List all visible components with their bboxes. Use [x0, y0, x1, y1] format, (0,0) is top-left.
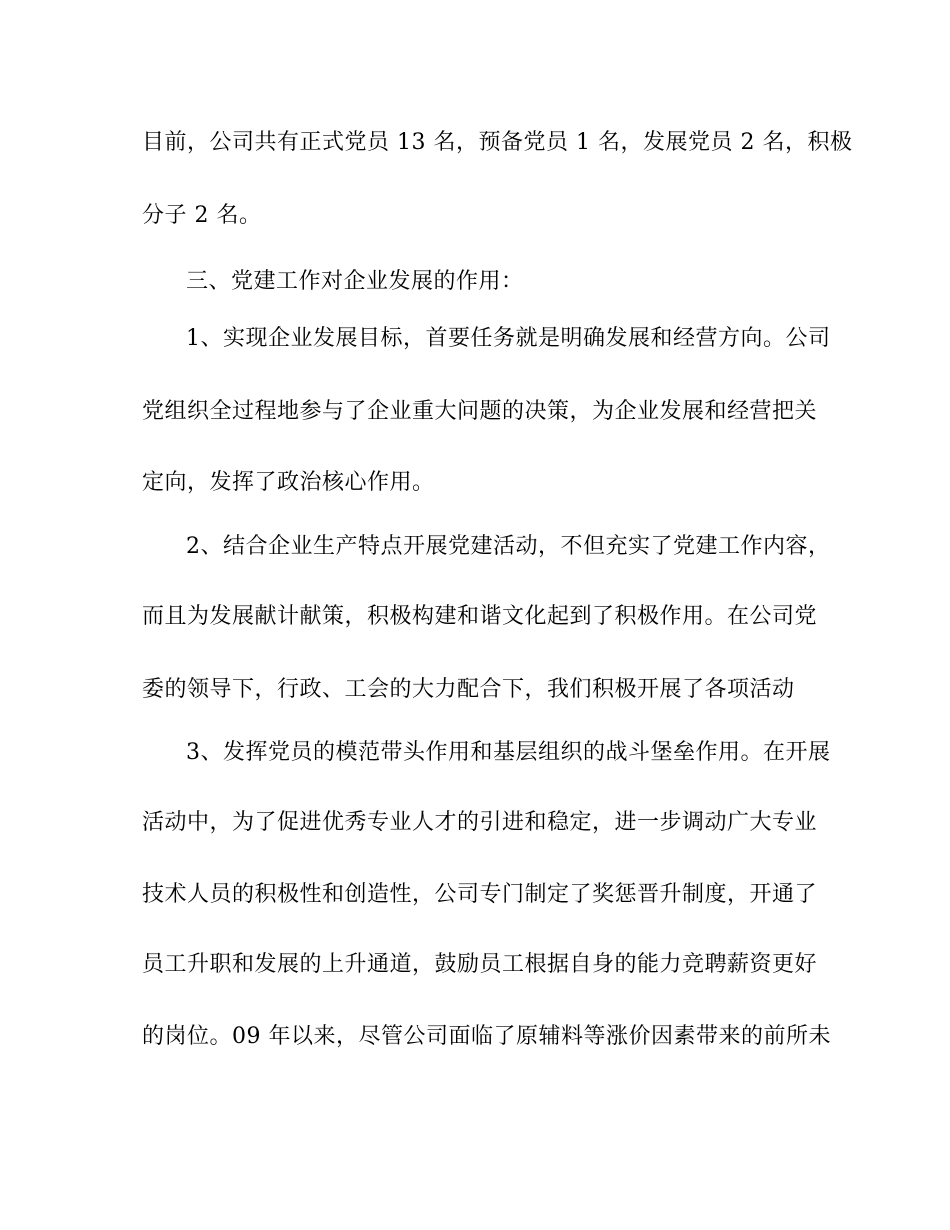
section-heading: 三、党建工作对企业发展的作用：	[186, 269, 524, 294]
paragraph-line: 委的领导下，行政、工会的大力配合下，我们积极开展了各项活动	[142, 677, 795, 702]
paragraph-line: 1、实现企业发展目标，首要任务就是明确发展和经营方向。公司	[186, 326, 831, 351]
paragraph-line: 活动中，为了促进优秀专业人才的引进和稳定，进一步调动广大专业	[142, 810, 818, 835]
paragraph-line: 的岗位。09 年以来，尽管公司面临了原辅料等涨价因素带来的前所未	[142, 1024, 831, 1049]
paragraph-line: 目前，公司共有正式党员 13 名，预备党员 1 名，发展党员 2 名，积极	[142, 130, 853, 155]
paragraph-line: 3、发挥党员的模范带头作用和基层组织的战斗堡垒作用。在开展	[186, 740, 831, 765]
paragraph-line: 党组织全过程地参与了企业重大问题的决策，为企业发展和经营把关	[142, 399, 818, 424]
paragraph-line: 技术人员的积极性和创造性，公司专门制定了奖惩晋升制度，开通了	[142, 882, 818, 907]
paragraph-line: 而且为发展献计献策，积极构建和谐文化起到了积极作用。在公司党	[142, 604, 818, 629]
paragraph-line: 分子 2 名。	[142, 203, 262, 228]
paragraph-line: 定向，发挥了政治核心作用。	[142, 470, 435, 495]
paragraph-line: 员工升职和发展的上升通道，鼓励员工根据自身的能力竞聘薪资更好	[142, 952, 818, 977]
paragraph-line: 2、结合企业生产特点开展党建活动，不但充实了党建工作内容，	[186, 534, 831, 559]
